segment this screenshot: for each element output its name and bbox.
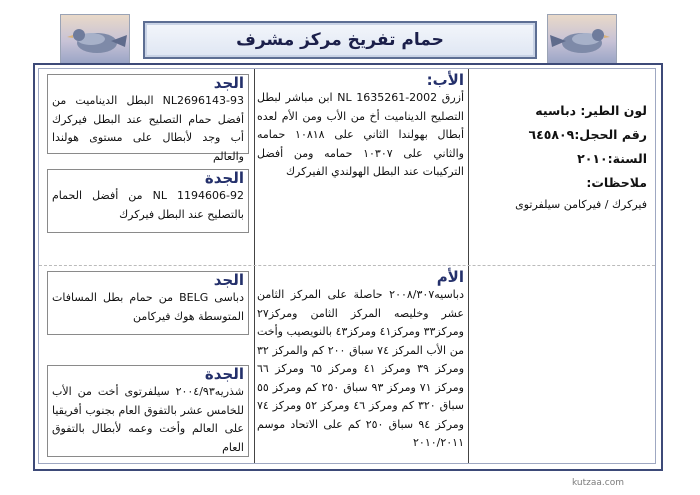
bird-color: لون الطير: دباسيه (535, 103, 647, 118)
father-block (257, 72, 464, 182)
paternal-grandfather-text: NL2696143-93 البطل الديناميت من أفضل حمام التصليح عند البطل فيركرك أب وجد لأبطال على مستوى هولندا والعالم (52, 94, 244, 163)
pedigree-frame (33, 63, 663, 471)
mother-block (257, 269, 464, 453)
father-text: أزرق NL 1635261-2002 ابن مباشر لبطل التصليح الديناميت أخ من الأب ومن الأم لعده أبطال بهولندا الثاني على ١٠٨١٨ حمامه والثاني على ١٠٣٠٧ حمامه ومن أفضل التركيبات عند البطل الهولندي الفيركرك (257, 91, 465, 178)
mother-heading: الأم (436, 268, 464, 286)
paternal-grandmother-text: NL 1194606-92 من أفضل الحمام بالتصليح عند البطل فيركرك (52, 189, 244, 221)
pedigree-inner (38, 68, 656, 464)
paternal-grandfather-heading: الجد (213, 74, 244, 92)
column-divider (254, 69, 255, 463)
father-heading: الأب: (426, 71, 464, 89)
pigeon-photo-right (547, 14, 617, 64)
bird-info (472, 89, 647, 215)
maternal-grandfather-box (47, 271, 249, 335)
maternal-grandmother-text: شذريه٢٠٠٤/٩٣ سيلفرتوى أخت من الأب للخامس عشر بالتفوق العام بجنوب أفريقيا على العالم وأخت وعمه لأبطال بالتفوق العام (52, 385, 244, 454)
watermark: kutzaa.com (572, 478, 625, 488)
paternal-grandmother-box (47, 169, 249, 233)
birth-year: السنة:٢٠١٠ (577, 151, 647, 166)
maternal-grandmother-box (47, 365, 249, 457)
maternal-grandfather-text: دباسى BELG من حمام بطل المسافات المتوسطة هوك فيركامن (52, 291, 244, 323)
notes-value: فيركرك / فيركامن سيلفرتوى (515, 198, 647, 211)
notes-label: ملاحظات: (586, 175, 647, 190)
ring-number: رقم الحجل:٦٤٥٨٠٩ (528, 127, 647, 142)
mother-text: دباسيه٢٠٠٨/٣٠٧ حاصلة على المركز الثامن عشر وخليصه المركز الثامن ومركز٢٧ ومركز٣٣ ومركز٤١ ومركز٤٣ بالنويصيب وأخت من الأب المركز ٧٤ سباق ٢٠٠ كم والمركز ٣٢ ومركز ٣٩ ومركز ٤١ ومركز ٦٥ ومركز ٦٦ ومركز ٧١ ومركز ٩٣ سباق ٢٥٠ كم ومركز ٥٥ سباق ٣٢٠ كم ومركز ٤٦ ومركز ٥٢ ومركز ٧٤ ومركز ٩٤ سباق ٢٥٠ كم على الاتحاد موسم ٢٠١٠/٢٠١١ (257, 288, 465, 449)
column-divider (468, 69, 469, 463)
row-divider (39, 265, 655, 266)
page-header (0, 6, 700, 66)
paternal-grandmother-heading: الجدة (204, 169, 244, 187)
maternal-grandmother-heading: الجدة (204, 365, 244, 383)
maternal-grandfather-heading: الجد (213, 271, 244, 289)
paternal-grandfather-box (47, 74, 249, 163)
pigeon-photo-left (60, 14, 130, 64)
page-title: حمام تفريخ مركز مشرف (143, 21, 537, 59)
